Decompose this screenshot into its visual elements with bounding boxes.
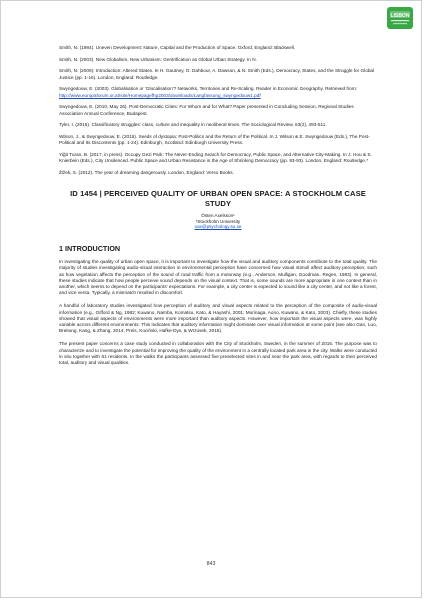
- content-area: [59, 45, 377, 373]
- reference-item: Swyngedouw, E. (2010, May 26). Post-Democratic Cities: For Whom and for What? Paper presented in Concluding Session, Regional Studies Association Annual Conference, Budapest.: [59, 104, 354, 116]
- body-paragraph: The present paper concerns a case study conducted in collaboration with the City of Stockholm, Sweden, in the summer of 2016. The purpose was to characterize and to investigate the potential for improving the quality of the environment in a centrally located park area in the city. Walks were conducted in situ together with 61 residents. In the walks the participants assessed five preselected sites in and near the park area, with regards to their perceived total, auditory and visual qualities.: [59, 341, 377, 366]
- reference-item: [59, 86, 377, 99]
- paper-title: ID 1454 | PERCEIVED QUALITY OF URBAN OPEN SPACE: A STOCKHOLM CASE STUDY: [70, 189, 366, 209]
- page-number: 843: [206, 561, 216, 567]
- author-name: Östen Axelsson¹: [201, 213, 235, 219]
- body-paragraph: A handful of laboratory studies investigated how perception of auditory and visual aspects related to the perception of the composite of audio-visual information (e.g., Gifford & Ng, 1982; Kuwano, Namba, Komatsu, Kato, & Hayashi, 2001; Morinaga, Aono, Kuwano, & Kato, 2003). Chiefly, these studies showed that visual aspects of environments were more important than auditory aspects. However, how important the visual aspects were, was highly variable across different environments. This indicates that auditory information might dominate over visual information at some point (see also Gan, Luo, Breitung, Kang, & Zhang, 2014; Preis, Kociński, Hafke-Dys, & Wrzosek, 2015).: [59, 303, 377, 334]
- author-affiliation: ¹Stockholm University: [195, 218, 241, 224]
- conference-logo: [387, 7, 413, 29]
- reference-item: Smith, N. (2009). Introduction: Altered States. In H. Gautney, O. Dahbour, A. Dawson, & N. Smith (Eds.), Democracy, States, and the Struggle for Global Justice (pp. 1-16). London, England: Routledge.: [59, 68, 375, 80]
- logo-graphic: [387, 7, 413, 29]
- reference-item: Yiğit Turan, B. (2017, in press). Occupy Gezi Park: The Never-Ending Search for Democracy, Public Space, and Alternative City-Making. In J. Hou & S. Knierbein (Eds.), City Unsilenced. Public Space and Urban Resistance in the Age of Shrinking Democracy (pp. 83-93). London, England: Routledge.*: [59, 151, 372, 164]
- reference-list: [59, 45, 377, 176]
- reference-item: Žižek, S. (2012). The year of dreaming dangerously. London, England: Verso Books.: [59, 169, 234, 175]
- reference-item: Wilson, J., & Swyngedouw, E. (2015). Seeds of dystopia: Post-Politics and the Return of the Political. In J. Wilson & E. Swyngedouw (Eds.), The Post-Political and Its Discontents (pp. 1-24). Edinburgh, Scotland: Edinburgh University Press.: [59, 133, 370, 146]
- body-paragraph: In investigating the quality of urban open space, it is important to investigate how the visual and auditory components contribute to the total quality. The majority of studies investigating audio-visual interaction in environmental perception have concerned how visual stimuli affect auditory perception, such as how vegetation affects the perception of the sound of road traffic from a motorway (e.g., Anderson, Mulligan, Goodman, Regen, 1983). In general, these studies indicate that how people perceive sound depends on the visual context. That is, some sounds are more appropriate in one context than in another, which seems to depend on the participants' expectations. For example, a city center is expected to sound like a city center, and not like a forest, and vice versa. Typically, a mismatch resulted in discomfort.: [59, 258, 377, 296]
- reference-item: Tyler, I. (2015). Classificatory struggles: class, culture and inequality in neoliberal times. The Sociological Review, 63(2), 493-511.: [59, 122, 327, 128]
- reference-item: Smith, N. (2003). New Globalism, New Urbanism: Gentrification as Global Urban Strategy. In N.: [59, 56, 257, 62]
- author-email[interactable]: oax@psychology.su.se: [194, 224, 242, 230]
- logo-text: LISBON: [390, 13, 410, 19]
- section-heading: 1 INTRODUCTION: [59, 243, 121, 253]
- reference-text: Swyngedouw, E. (2003). Globalisation or 'Glocalisation'? Networks, Territories and Re-Scaling. Reader in Economic Geography. Retrieved from:: [59, 86, 358, 92]
- reference-item: Smith, N. (1984). Uneven Development: Nature, Capital and the Production of Space. Oxford, England: Blackwell.: [59, 45, 296, 50]
- reference-link[interactable]: http://www.europaforum.or.at/site/Homepagefhp2003/downloads/Langfassung_swyngedouw1.pdf: [59, 92, 261, 98]
